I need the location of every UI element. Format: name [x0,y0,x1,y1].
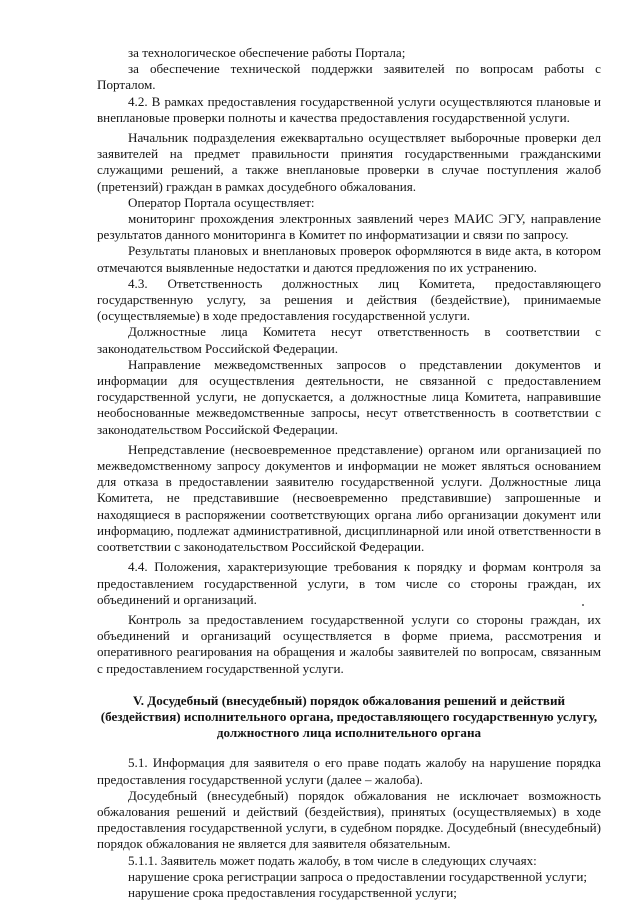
paragraph: Начальник подразделения ежеквартально осуществляет выборочные проверки дел заявителей на предмет правильности принятия государственными гражданскими служащими решений, а также внеплановые проверки в случае поступления жалоб (претензий) граждан в рамках досудебного обжалования. [97,130,601,194]
paragraph: Оператор Портала осуществляет: [128,194,315,210]
scan-speck [582,604,584,606]
document-body [97,45,601,901]
paragraph: за обеспечение технической поддержки заявителей по вопросам работы с Порталом. [97,61,601,93]
paragraph: Непредставление (несвоевременное представление) органом или организацией по межведомственному запросу документов и информации не может являться основанием для отказа в предоставлении заявителю государственной услуги. Должностные лица Комитета, не представившие (несвоевременно представившие) запрошенные и находящиеся в распоряжении соответствующих органа либо организации документ или информацию, подлежат административной, дисциплинарной или иной ответственности в соответствии с законодательством Российской Федерации. [97,441,601,555]
paragraph: Направление межведомственных запросов о представлении документов и информации для осуществления деятельности, не связанной с предоставлением государственной услуги, не допускается, а должностные лица Комитета, направившие необоснованные межведомственные запросы, несут ответственность в соответствии с законодательством Российской Федерации. [97,356,601,437]
section-heading-line: (бездействия) исполнительного органа, предоставляющего государственную услугу, [100,708,598,724]
section-heading-line: должностного лица исполнительного органа [216,725,482,741]
list-item: нарушение срока регистрации запроса о предоставлении государственной услуги; [128,868,588,884]
paragraph: Результаты плановых и внеплановых проверок оформляются в виде акта, в котором отмечаются выявленные недостатки и даются предложения по их устранению. [97,243,601,275]
paragraph: мониторинг прохождения электронных заявлений через МАИС ЭГУ, направление результатов данного мониторинга в Комитет по информатизации и связи по запросу. [97,211,601,243]
paragraph-4-2: 4.2. В рамках предоставления государственной услуги осуществляются плановые и внеплановые проверки полноты и качества предоставления государственной услуги. [97,93,601,125]
paragraph: Должностные лица Комитета несут ответственность в соответствии с законодательством Российской Федерации. [97,324,601,356]
paragraph: Досудебный (внесудебный) порядок обжалования не исключает возможность обжалования решений и действий (бездействия), принятых (осуществляемых) в ходе предоставления государственной услуги, в судебном порядке. Досудебный (внесудебный) порядок обжалования не является для заявителя обязательным. [97,787,601,852]
paragraph-4-4: 4.4. Положения, характеризующие требования к порядку и формам контроля за предоставлением государственной услуги, в том числе со стороны граждан, их объединений и организаций. [97,559,601,607]
section-heading-line: V. Досудебный (внесудебный) порядок обжалования решений и действий [132,692,566,708]
paragraph: Контроль за предоставлением государственной услуги со стороны граждан, их объединений и организаций осуществляется в форме приема, рассмотрения и оперативного реагирования на обращения и жалобы заявителей по вопросам, связанным с предоставлением государственной услуги. [97,611,601,676]
paragraph: за технологическое обеспечение работы Портала; [128,45,406,60]
paragraph-5-1-1: 5.1.1. Заявитель может подать жалобу, в том числе в следующих случаях: [128,852,537,868]
paragraph-4-3: 4.3. Ответственность должностных лиц Комитета, предоставляющего государственную услугу, за решения и действия (бездействие), принимаемые (осуществляемые) в ходе предоставления государственной услуги. [97,275,601,324]
section-heading [97,693,601,742]
paragraph-5-1: 5.1. Информация для заявителя о его праве подать жалобу на нарушение порядка предоставления государственной услуги (далее – жалоба). [97,755,601,787]
list-item: нарушение срока предоставления государственной услуги; [128,884,457,900]
